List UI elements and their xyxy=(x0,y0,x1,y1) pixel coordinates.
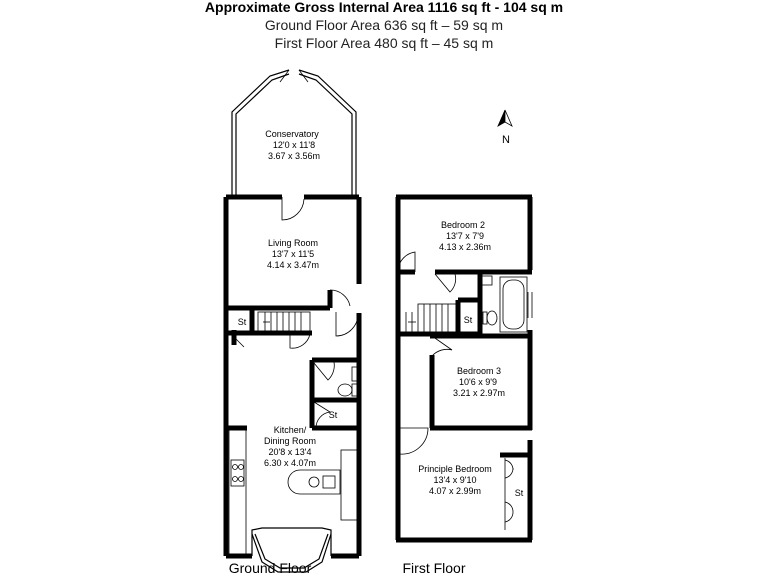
bedroom-3-metric: 3.21 x 2.97m xyxy=(452,388,506,398)
kitchen-metric: 6.30 x 4.07m xyxy=(263,458,317,468)
living-room-metric: 4.14 x 3.47m xyxy=(266,260,320,270)
bedroom-3-imperial: 10'6 x 9'9 xyxy=(459,377,497,387)
first-stairs xyxy=(406,304,456,334)
kitchen-imperial: 20'8 x 13'4 xyxy=(268,447,312,457)
ground-stairs xyxy=(258,312,310,332)
kitchen-name-line1: Kitchen/ xyxy=(273,425,307,435)
ground-store-label-2: St xyxy=(328,410,338,420)
conservatory-metric: 3.67 x 3.56m xyxy=(267,151,321,161)
first-store-label-1: St xyxy=(463,315,473,325)
bathroom-fittings xyxy=(464,276,527,332)
wardrobe xyxy=(505,458,513,530)
conservatory-imperial: 12'0 x 11'8 xyxy=(272,140,316,150)
principle-bedroom-imperial: 13'4 x 9'10 xyxy=(433,475,477,485)
ground-store-label-1: St xyxy=(237,317,247,327)
bedroom-2-metric: 4.13 x 2.36m xyxy=(438,242,492,252)
conservatory-name: Conservatory xyxy=(265,129,319,139)
living-room-name: Living Room xyxy=(267,238,319,248)
kitchen-name-line2: Dining Room xyxy=(263,436,317,446)
first-floor-label: First Floor xyxy=(402,560,466,576)
ground-floor-label: Ground Floor xyxy=(228,560,312,576)
ground-floor-area: Ground Floor Area 636 sq ft – 59 sq m xyxy=(264,17,504,33)
bedroom-2-imperial: 13'7 x 7'9 xyxy=(446,231,484,241)
living-room-imperial: 13'7 x 11'5 xyxy=(271,249,315,259)
ground-wc xyxy=(338,367,358,396)
principle-bedroom-name: Principle Bedroom xyxy=(418,464,492,474)
north-arrow-icon xyxy=(498,110,512,126)
bedroom-2-name: Bedroom 2 xyxy=(440,220,486,230)
north-label: N xyxy=(502,134,510,146)
first-floor-area: First Floor Area 480 sq ft – 45 sq m xyxy=(274,35,494,51)
principle-bedroom-metric: 4.07 x 2.99m xyxy=(428,486,482,496)
first-doors xyxy=(398,252,456,454)
bedroom-3-name: Bedroom 3 xyxy=(456,366,502,376)
area-title: Approximate Gross Internal Area 1116 sq ft - 104 sq m xyxy=(204,0,564,15)
first-store-label-2: St xyxy=(514,488,524,498)
